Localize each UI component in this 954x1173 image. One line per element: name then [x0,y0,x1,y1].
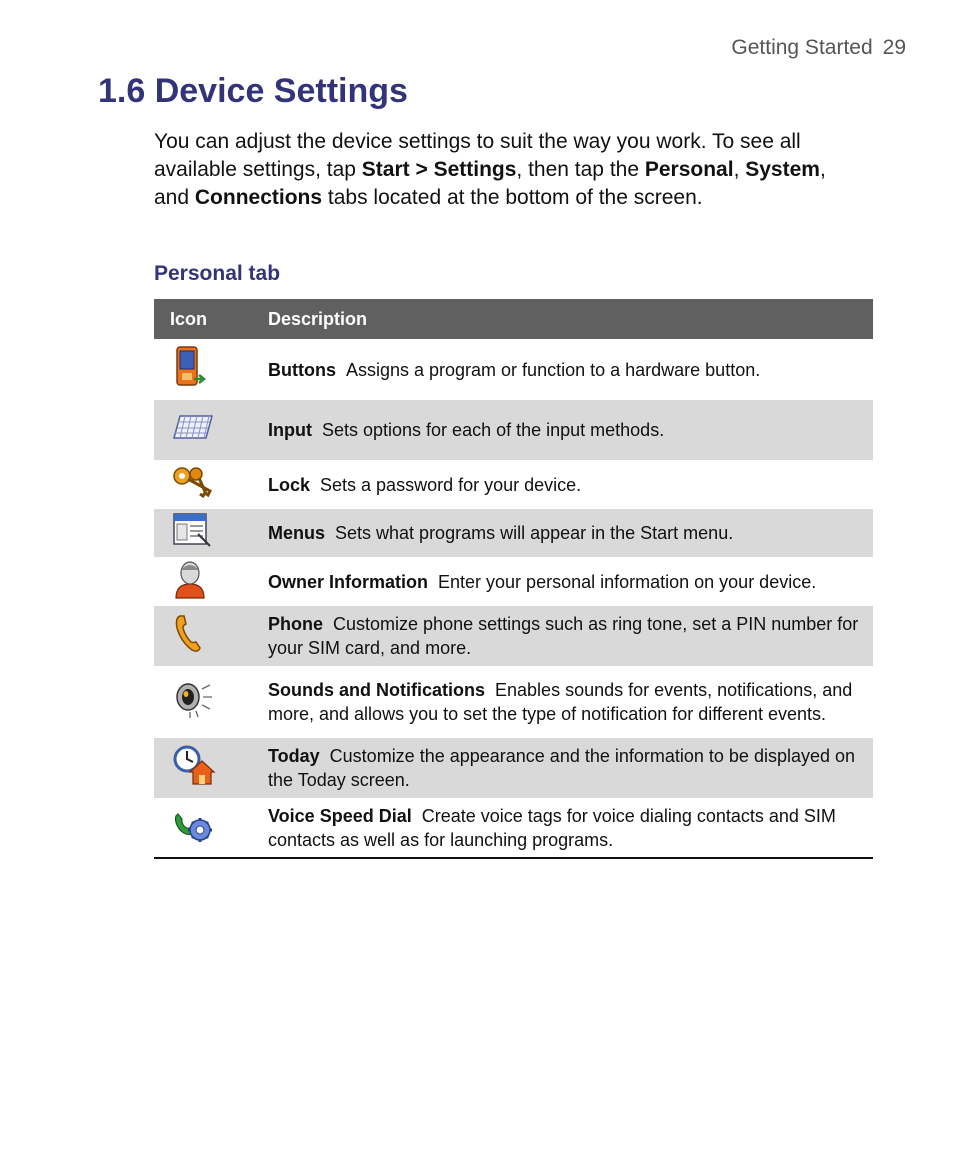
setting-description: Customize the appearance and the information to be displayed on the Today screen. [268,746,856,790]
phone-button-icon [172,345,208,395]
intro-text-1: You can adjust the device settings to suit the way you work. To see all available settings, tap [154,130,801,181]
running-header-section: Getting Started [731,36,873,59]
table-row [154,666,873,738]
person-icon [172,558,208,606]
intro-personal: Personal [644,158,734,181]
setting-description: Create voice tags for voice dialing contacts and SIM contacts as well as for launching programs. [268,805,836,850]
table-row [154,400,873,460]
intro-text-3: , [733,158,746,181]
setting-name: Menus [268,523,326,543]
table-row [154,460,873,509]
column-header-description: Description [252,299,873,339]
keys-lock-icon [172,464,216,506]
setting-description: Sets what programs will appear in the Start menu. [335,523,734,543]
column-header-icon: Icon [154,299,252,339]
table-header-row [154,299,873,339]
setting-description: Customize phone settings such as ring tone, set a PIN number for your SIM card, and more. [268,614,859,658]
setting-name: Owner Information [268,571,429,592]
personal-settings-table [154,299,873,859]
setting-name: Sounds and Notifications [268,680,486,700]
setting-name: Voice Speed Dial [268,805,412,826]
setting-description: Enables sounds for events, notifications, and more, and allows you to set the type of notification for different events. [268,680,853,724]
speaker-icon [172,679,214,725]
intro-paragraph [154,128,864,212]
setting-description: Sets options for each of the input methods. [321,420,665,440]
intro-connections: Connections [194,186,323,209]
clock-home-icon [172,744,216,792]
section-heading: Personal tab [154,262,281,285]
intro-system: System [745,158,820,181]
table-row [154,738,873,798]
phone-handset-icon [172,612,206,660]
setting-description: Sets a password for your device. [320,474,582,495]
page-title: 1.6 Device Settings [98,72,408,110]
voice-dial-gear-icon [172,806,214,850]
setting-name: Today [268,746,320,766]
menu-window-icon [172,512,212,554]
intro-text-2: , then tap the [516,158,645,181]
setting-name: Buttons [268,359,336,380]
keyboard-icon [172,412,214,448]
setting-description: Assigns a program or function to a hardware button. [345,359,761,380]
intro-text-5: tabs located at the bottom of the screen. [322,186,703,209]
running-header [731,36,906,60]
setting-name: Input [268,420,312,440]
page-number: 29 [882,36,906,59]
table-row [154,798,873,858]
setting-description: Enter your personal information on your device. [438,571,817,592]
table-row [154,339,873,400]
intro-text-4: , and [154,158,826,209]
table-row [154,509,873,557]
intro-start-settings: Start > Settings [361,158,517,181]
table-row [154,557,873,606]
setting-name: Lock [268,474,311,495]
setting-name: Phone [268,614,324,634]
table-row [154,606,873,666]
